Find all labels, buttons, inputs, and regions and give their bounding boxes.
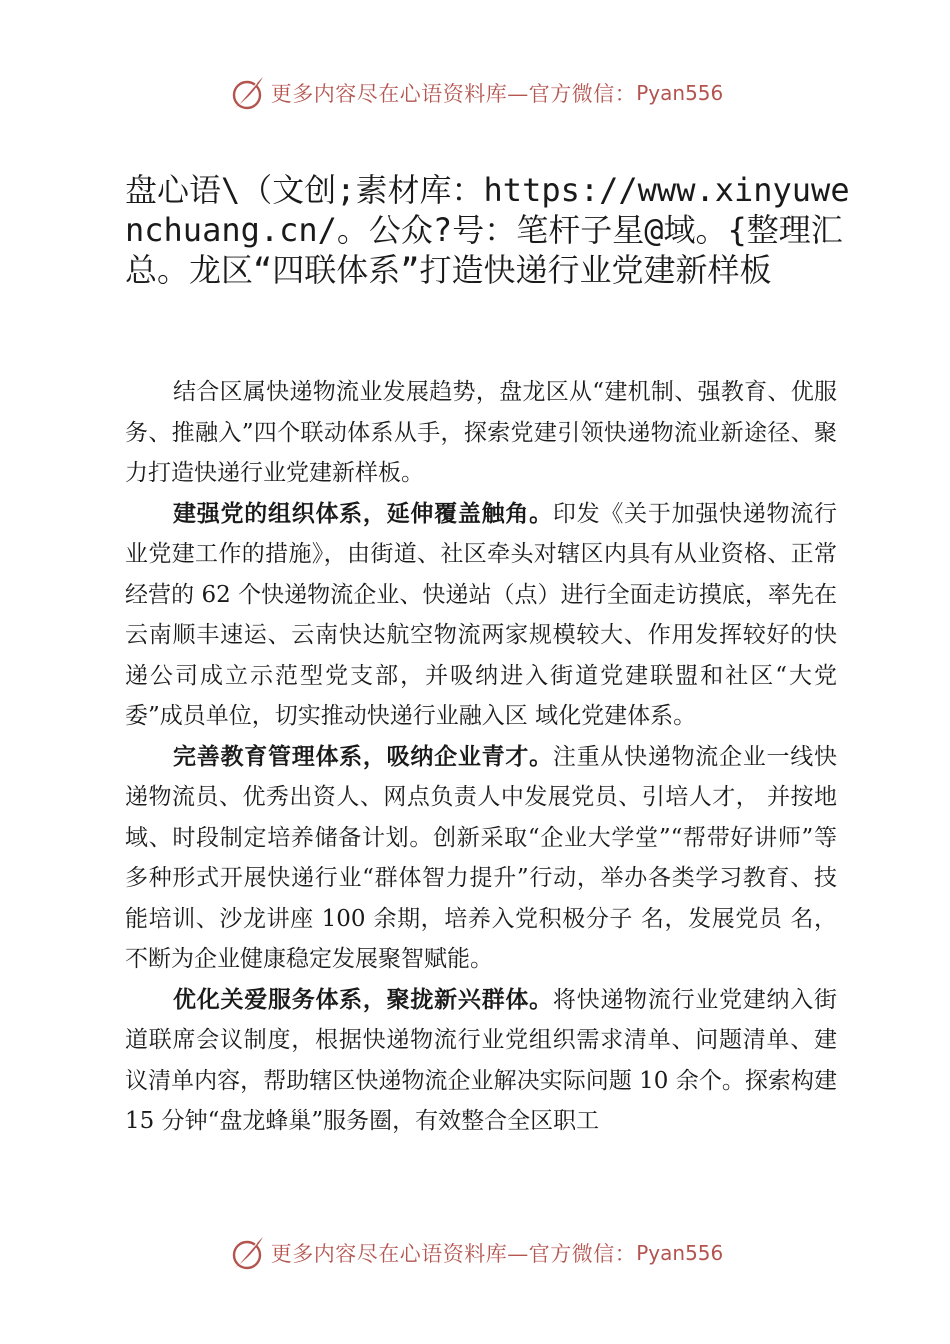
footer-banner: [0, 1228, 950, 1278]
paragraph-service: [125, 980, 837, 1142]
paragraph-lead: 建强党的组织体系，延伸覆盖触角。: [173, 500, 553, 527]
banner-text: 更多内容尽在心语资料库—官方微信：: [270, 1242, 637, 1266]
paragraph-text: 结合区属快递物流业发展趋势，盘龙区从“建机制、强教育、优服务、推融入”四个联动体系从手，探索党建引领快递物流业新途径、聚力打造快递行业党建新样板。: [125, 379, 837, 486]
banner-text: 更多内容尽在心语资料库—官方微信：: [270, 82, 637, 106]
banner-account: Pyan556: [636, 1241, 724, 1265]
paragraph-lead: 优化关爱服务体系，聚拢新兴群体。: [173, 986, 553, 1013]
quill-circle-icon: [227, 73, 267, 113]
paragraph-text: 注重从快递物流企业一线快递物流员、优秀出资人、网点负责人中发展党员、引培人才， 并按地域、时段制定培养储备计划。创新采取“企业大学堂”“帮带好讲师”等多种形式开展快递行业“群体智力提升”行动，举办各类学习教育、技能培训、沙龙讲座 100 余期，培养入党积极分子 名，发展党员 名，不断为企业健康稳定发展聚智赋能。: [125, 743, 838, 972]
document-title: 盘心语\（文创;素材库：https://www.xinyuwenchuang.cn/。公众?号：笔杆子星@域。{整理汇总。龙区“四联体系”打造快递行业党建新样板: [125, 171, 850, 289]
paragraph-education: [125, 737, 837, 980]
header-banner: [0, 68, 950, 118]
document-body: [125, 372, 837, 1142]
banner-account: Pyan556: [636, 81, 724, 105]
quill-circle-icon: [227, 1233, 267, 1273]
paragraph-text: 将快递物流行业党建纳入街道联席会议制度，根据快递物流行业党组织需求清单、问题清单、建议清单内容，帮助辖区快递物流企业解决实际问题 10 余个。探索构建 15 分钟“盘龙蜂巢”服务圈，有效整合全区职工: [125, 986, 838, 1134]
paragraph-intro: [125, 372, 837, 494]
paragraph-lead: 完善教育管理体系，吸纳企业青才。: [173, 743, 553, 770]
paragraph-organization: [125, 494, 837, 737]
paragraph-text: 印发《关于加强快递物流行业党建工作的措施》，由街道、社区牵头对辖区内具有从业资格、正常经营的 62 个快递物流企业、快递站（点）进行全面走访摸底，率先在云南顺丰速运、云南快达航空物流两家规模较大、作用发挥较好的快递公司成立示范型党支部，并吸纳进入街道党建联盟和社区“大党委”成员单位，切实推动快递行业融入区 域化党建体系。: [125, 500, 838, 729]
